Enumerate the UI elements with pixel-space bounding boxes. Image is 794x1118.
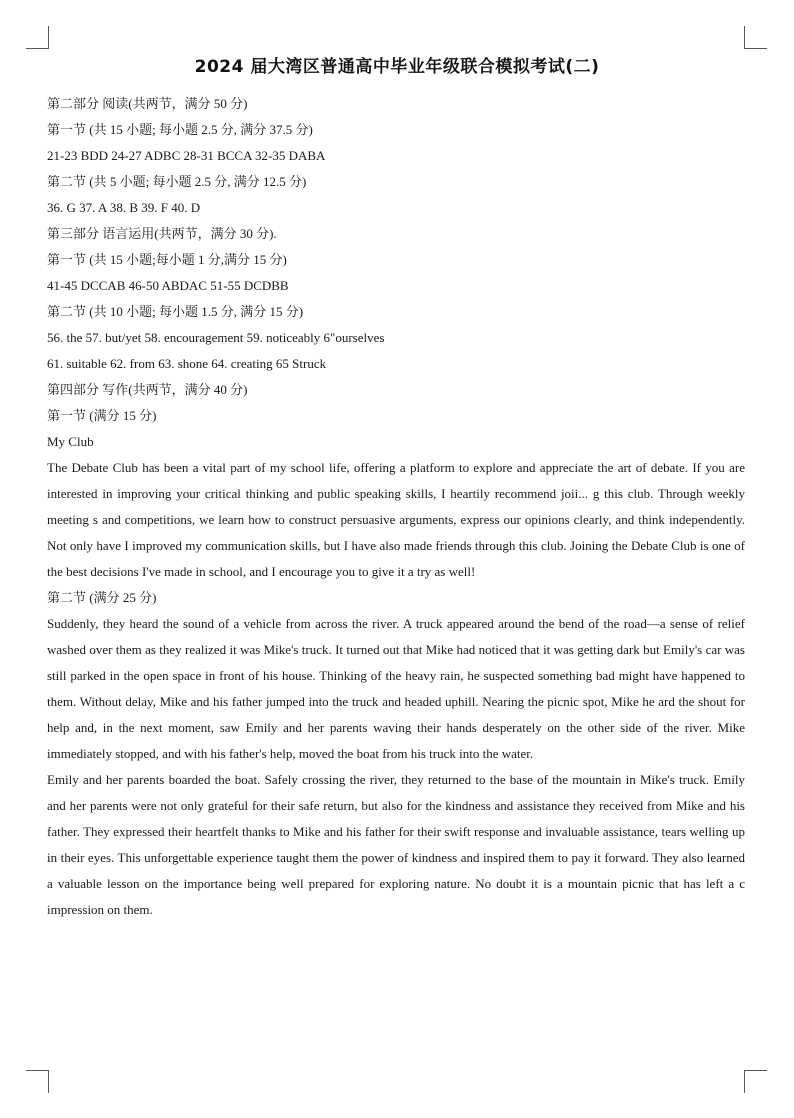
- crop-mark-top-left: [26, 26, 49, 49]
- part4-section1-heading: 第一节 (满分 15 分): [47, 408, 157, 423]
- crop-mark-bottom-right: [744, 1070, 767, 1093]
- crop-mark-bottom-left: [26, 1070, 49, 1093]
- part3-section1-heading: 第一节 (共 15 小题;每小题 1 分,满分 15 分): [47, 252, 287, 267]
- part2-section2-heading: 第二节 (共 5 小题; 每小题 2.5 分, 满分 12.5 分): [47, 174, 307, 189]
- page-title: 2024 届大湾区普通高中毕业年级联合模拟考试(二): [194, 57, 600, 77]
- essay2-paragraph-1: Suddenly, they heard the sound of a vehicle from across the river. A truck appeared around the bend of the road—a sense of relief washed over them as they realized it was Mike's truck. It turned out that Mike had noticed that it was getting dark but Emily's car was still parked in the open space in front of his house. Thinking of the heavy rain, he suspected something bad might have happened to them. Without delay, Mike and his father jumped into the truck and headed uphill. Nearing the picnic spot, Mike he ard the shout for help and, in the next moment, saw Emily and her parents waving their hands desperately on the other side of the river. Mike immediately stopped, and with his father's help, moved the boat from his truck into the water.: [47, 616, 745, 761]
- answers-61-65: 61. suitable 62. from 63. shone 64. creating 65 Struck: [47, 356, 327, 371]
- part2-heading: 第二部分 阅读(共两节，满分 50 分): [47, 96, 248, 111]
- answers-21-35: 21-23 BDD 24-27 ADBC 28-31 BCCA 32-35 DABA: [47, 148, 326, 163]
- part4-heading: 第四部分 写作(共两节，满分 40 分): [47, 382, 248, 397]
- part4-section2-heading: 第二节 (满分 25 分): [47, 590, 157, 605]
- crop-mark-top-right: [744, 26, 767, 49]
- answers-41-55: 41-45 DCCAB 46-50 ABDAC 51-55 DCDBB: [47, 278, 289, 293]
- essay2-paragraph-2: Emily and her parents boarded the boat. Safely crossing the river, they returned to the base of the mountain in Mike's truck. Emily and her parents were not only grateful for their safe return, but also for the kindness and assistance they received from Mike and his father. They expressed their heartfelt thanks to Mike and his father for their swift response and invaluable assistance, tears welling up in their eyes. This unforgettable experience taught them the power of kindness and inspired them to pay it forward. They also learned a valuable lesson on the importance being well prepared for exploring nature. No doubt it is a mountain picnic that has left a c impression on them.: [47, 772, 745, 917]
- part2-section1-heading: 第一节 (共 15 小题; 每小题 2.5 分, 满分 37.5 分): [47, 122, 313, 137]
- essay1-title: My Club: [47, 434, 94, 449]
- answers-36-40: 36. G 37. A 38. B 39. F 40. D: [47, 200, 201, 215]
- part3-heading: 第三部分 语言运用(共两节，满分 30 分).: [47, 226, 277, 241]
- answer-key-body: [47, 91, 745, 923]
- answers-56-60: 56. the 57. but/yet 58. encouragement 59. noticeably 6"ourselves: [47, 330, 385, 345]
- essay1-paragraph: The Debate Club has been a vital part of my school life, offering a platform to explore and appreciate the art of debate. If you are interested in improving your critical thinking and public speaking skills, I heartily recommend joii... g this club. Through weekly meeting s and competitions, we learn how to construct persuasive arguments, express our opinions clearly, and think independently. Not only have I improved my communication skills, but I have also made friends through this club. Joining the Debate Club is one of the best decisions I've made in school, and I encourage you to give it a try as well!: [47, 460, 745, 579]
- part3-section2-heading: 第二节 (共 10 小题; 每小题 1.5 分, 满分 15 分): [47, 304, 304, 319]
